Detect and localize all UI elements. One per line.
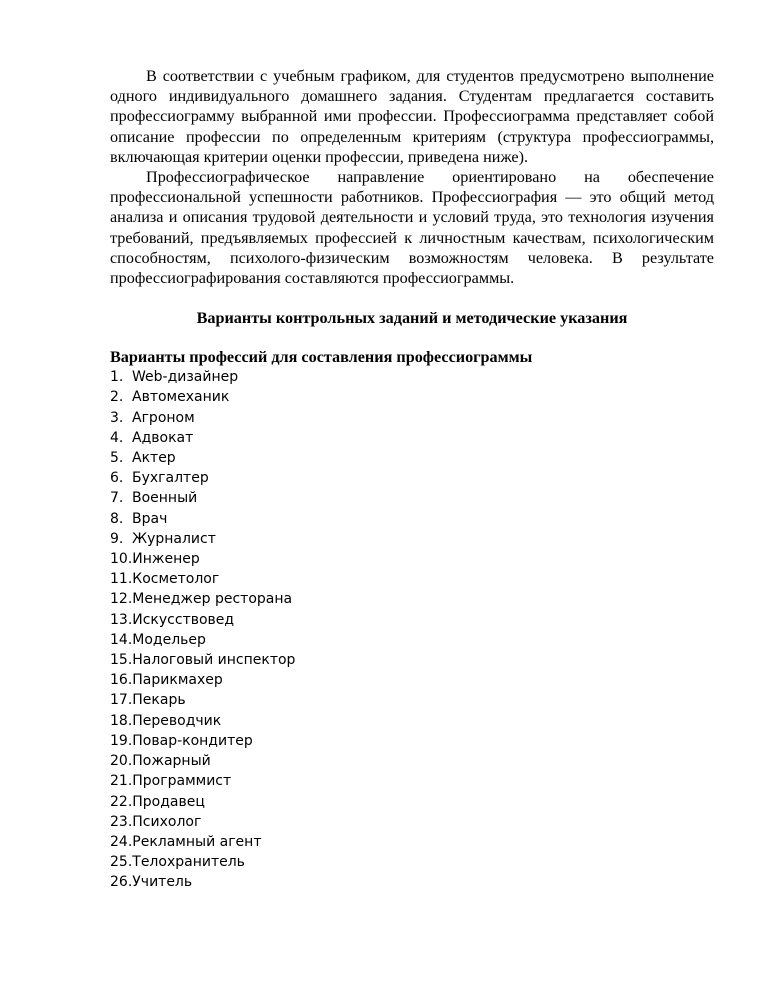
list-item-name: Косметолог: [132, 571, 220, 588]
list-item-number: 22.: [110, 793, 133, 810]
list-item-name: Психолог: [132, 813, 202, 830]
profession-list: [110, 367, 714, 892]
list-item-number: 25.: [110, 854, 133, 871]
list-heading: Варианты профессий для составления профессиограммы: [110, 348, 533, 367]
list-item-number: 11.: [110, 571, 133, 588]
list-item-number: 18.: [110, 712, 133, 729]
list-item-number: 6.: [110, 470, 124, 487]
list-item-number: 10.: [110, 551, 133, 568]
list-item-number: 19.: [110, 732, 133, 749]
list-item-number: 8.: [110, 510, 124, 527]
list-item: [110, 832, 714, 852]
intro-paragraph-1: В соответствии с учебным графиком, для студентов предусмотрено выполнение одного индивидуального домашнего задания. Студентам предлагается составить профессиограмму выбранной ими профессии. Профессиограмма представляет собой описание профессии по определенным критериям (структура профессиограммы, включающая критерии оценки профессии, приведена ниже).: [110, 67, 714, 166]
list-item-number: 15.: [110, 652, 133, 669]
list-item-number: 4.: [110, 429, 124, 446]
list-item: [110, 792, 714, 812]
list-item: [110, 448, 714, 468]
list-item-number: 23.: [110, 813, 133, 830]
list-item-name: Актер: [132, 450, 176, 467]
intro-paragraph-2: Профессиографическое направление ориентировано на обеспечение профессиональной успешности работников. Профессиография — это общий метод анализа и описания трудовой деятельности и условий труда, это технология изучения требований, предъявляемых профессией к личностным качествам, психологическим способностям, психолого-физическим возможностям человека. В результате профессиографирования составляются профессиограммы.: [110, 168, 714, 288]
list-item-name: Инженер: [132, 551, 200, 568]
list-item: [110, 630, 714, 650]
list-item-name: Телохранитель: [132, 854, 245, 871]
list-item-name: Налоговый инспектор: [132, 652, 296, 669]
list-item-name: Web-дизайнер: [132, 369, 239, 386]
list-item-name: Военный: [132, 490, 198, 507]
list-item-name: Агроном: [132, 409, 195, 426]
list-item: [110, 488, 714, 508]
document-page: [110, 66, 714, 893]
list-item-number: 14.: [110, 631, 133, 648]
list-item-number: 26.: [110, 874, 133, 891]
list-item: [110, 771, 714, 791]
list-item-number: 16.: [110, 672, 133, 689]
list-item-number: 9.: [110, 530, 124, 547]
list-item: [110, 812, 714, 832]
list-item: [110, 690, 714, 710]
list-item: [110, 428, 714, 448]
list-item: [110, 670, 714, 690]
list-item-name: Программист: [132, 773, 232, 790]
list-item: [110, 367, 714, 387]
list-item-number: 3.: [110, 409, 124, 426]
list-item: [110, 751, 714, 771]
list-item: [110, 529, 714, 549]
list-item-name: Искусствовед: [132, 611, 235, 628]
list-item-name: Переводчик: [132, 712, 222, 729]
list-item: [110, 589, 714, 609]
list-item-number: 20.: [110, 753, 133, 770]
list-item-number: 5.: [110, 450, 124, 467]
list-item-name: Журналист: [132, 530, 216, 547]
list-item-name: Адвокат: [132, 429, 194, 446]
list-item-name: Пекарь: [132, 692, 186, 709]
list-item-name: Врач: [132, 510, 168, 527]
list-item: [110, 509, 714, 529]
list-item: [110, 387, 714, 407]
list-item: [110, 610, 714, 630]
list-item-number: 24.: [110, 833, 133, 850]
list-item-number: 2.: [110, 389, 124, 406]
list-item-name: Модельер: [132, 631, 206, 648]
list-item-name: Парикмахер: [132, 672, 223, 689]
list-item: [110, 650, 714, 670]
list-item: [110, 731, 714, 751]
list-item: [110, 468, 714, 488]
list-item-number: 7.: [110, 490, 124, 507]
list-item: [110, 711, 714, 731]
list-item: [110, 569, 714, 589]
list-item-number: 13.: [110, 611, 133, 628]
list-item-number: 1.: [110, 369, 124, 386]
list-item: [110, 852, 714, 872]
list-item-number: 12.: [110, 591, 133, 608]
list-item: [110, 549, 714, 569]
list-item-number: 21.: [110, 773, 133, 790]
list-item: [110, 872, 714, 892]
list-item-name: Рекламный агент: [132, 833, 262, 850]
list-item-name: Менеджер ресторана: [132, 591, 293, 608]
list-item-number: 17.: [110, 692, 133, 709]
list-item-name: Автомеханик: [132, 389, 230, 406]
list-item-name: Продавец: [132, 793, 205, 810]
list-item-name: Бухгалтер: [132, 470, 209, 487]
section-heading: Варианты контрольных заданий и методические указания: [196, 309, 628, 328]
list-item-name: Учитель: [132, 874, 193, 891]
list-item-name: Повар-кондитер: [132, 732, 253, 749]
list-item-name: Пожарный: [132, 753, 211, 770]
list-item: [110, 408, 714, 428]
